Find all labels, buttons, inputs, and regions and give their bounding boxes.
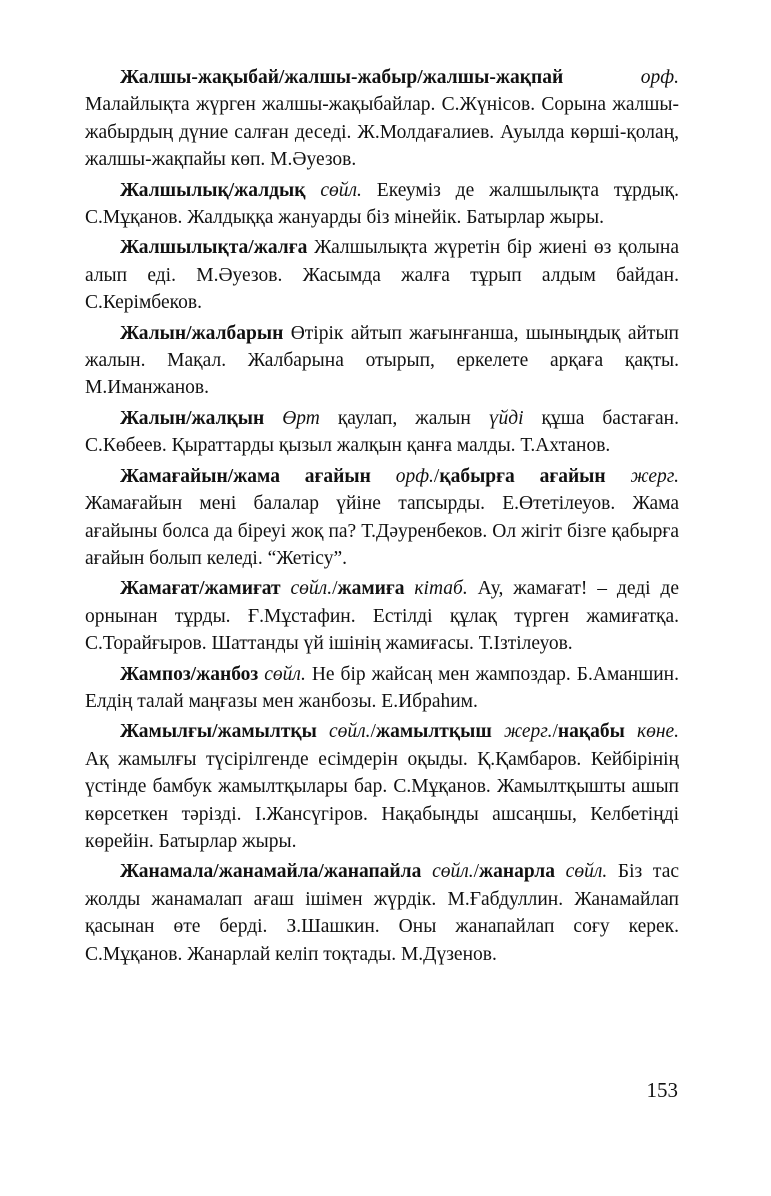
headword: Жалын/жалқын [120,407,265,429]
entry-text: құша бастаған. С.Көбеев. Қыраттарды қызыл жалқын қанға малды. Т.Ахтанов. [85,407,679,457]
dictionary-entry [85,575,679,657]
dictionary-entry [85,234,679,316]
entry-text: / [473,861,480,883]
entry-text [405,578,415,599]
usage-label: сөйл. [320,179,362,201]
entry-text: / [332,578,338,600]
dictionary-entry [85,64,679,174]
entry-text: қаулап, жалын [319,407,489,429]
usage-label: орф. [640,67,679,88]
entry-text [555,861,566,882]
entry-text: Жалшылықта жүретін бір жиені өз қолына алып еді. М.Әуезов. Жасымда жалға тұрып алдым байдан. С.Керімбеков. [85,237,679,314]
headword: жанарла [479,861,555,883]
dictionary-entry [85,718,679,855]
entry-text: / [552,721,558,743]
headword: Жанамала/жанамайла/жанапайла [120,861,422,883]
headword: Жалын/жалбарын [120,322,284,344]
entry-list [85,64,679,971]
usage-label: сөйл. [565,861,608,883]
entry-text: Ау, жамағат! – деді де орнынан тұрды. Ғ.Мұстафин. Естілді құлақ түрген жамиғатқа. С.Торайғыров. Шаттанды үй ішінің жамиғасы. Т.Ізтілеуов. [85,578,680,655]
headword: жамылтқыш [375,721,492,743]
usage-label: кітаб. [414,578,468,600]
entry-text: / [433,465,440,487]
entry-text [625,721,637,742]
entry-text [264,408,282,429]
dictionary-entry [85,463,679,573]
entry-text [371,466,396,487]
entry-text: Малайлықта жүрген жалшы-жақыбайлар. С.Жүнісов. Сорына жалшы-жабырдың дүние салған деседі. Ж.Молдағалиев. Ауылда көрші-қолаң, жалшы-жақпайы көп. М.Әуезов. [85,94,679,171]
headword: нақабы [557,721,625,743]
headword: Жалшылықта/жалға [120,237,308,259]
entry-text [281,578,291,599]
headword: Жамағайын/жама ағайын [120,465,371,487]
usage-label: жерг. [630,465,679,487]
entry-text [492,721,504,742]
entry-text: Екеуміз де жалшылықта тұрдық. С.Мұқанов. Жалдыққа жануарды біз мінейік. Батырлар жыры. [85,179,680,229]
page-number: 153 [646,1078,678,1102]
entry-text: Өтірік айтып жағынғанша, шыныңдық айтып жалын. Мақал. Жалбарына отырып, еркелете арқаға қақты. М.Иманжанов. [85,322,679,399]
entry-text: Жамағайын мені балалар үйіне тапсырды. Е.Өтетілеуов. Жама ағайыны болса да біреуі жоқ па? Т.Дәуренбеков. Ол жігіт бізге қабырға ағайын болып келеді. “Жетісу”. [85,493,679,569]
usage-label: орф. [395,465,434,487]
usage-label: көне. [636,721,680,743]
dictionary-entry [85,320,679,402]
usage-label: сөйл. [264,663,306,685]
headword: қабырға ағайын [439,465,606,487]
entry-text: Ақ жамылғы түсірілгенде есімдерін оқыды. Қ.Қамбаров. Кейбірінің үстінде бамбук жамылтқылары бар. С.Мұқанов. Жамылтқышты ашып көрсеткен тәрізді. І.Жансүгіров. Нақабыңды ашсаңшы, Келбетіңді көрейін. Батырлар жыры. [85,748,679,852]
dictionary-entry [85,661,679,716]
usage-label: үйді [488,407,524,429]
headword: жамиға [337,578,405,600]
headword: Жамылғы/жамылтқы [120,721,317,743]
headword: Жалшы-жақыбай/жалшы-жабыр/жалшы-жақпай [120,67,564,88]
headword: Жалшылық/жалдық [120,179,306,201]
usage-label: Өрт [282,407,320,429]
entry-text: Не бір жайсаң мен жампоздар. Б.Аманшин. Елдің талай маңғазы мен жанбозы. Е.Ибраһим. [85,663,679,712]
entry-text [306,180,321,201]
entry-text [606,466,631,487]
usage-label: жерг. [503,721,553,743]
usage-label: сөйл. [329,721,371,743]
dictionary-entry [85,177,679,232]
dictionary-entry [85,858,679,968]
headword: Жампоз/жанбоз [120,663,259,685]
entry-text [563,67,641,88]
entry-text: Біз тас жолды жанамалап ағаш ішімен жүрдік. М.Ғабдуллин. Жанамайлап қасынан өте берді. З.Шашкин. Оны жанапайлап соғу керек. С.Мұқанов. Жанарлай келіп тоқтады. М.Дүзенов. [85,861,680,965]
entry-text: / [370,721,376,743]
dictionary-entry [85,405,679,460]
headword: Жамағат/жамиғат [120,578,281,600]
usage-label: сөйл. [290,578,333,600]
usage-label: сөйл. [432,861,474,883]
entry-text [317,721,329,742]
entry-text [421,861,432,882]
